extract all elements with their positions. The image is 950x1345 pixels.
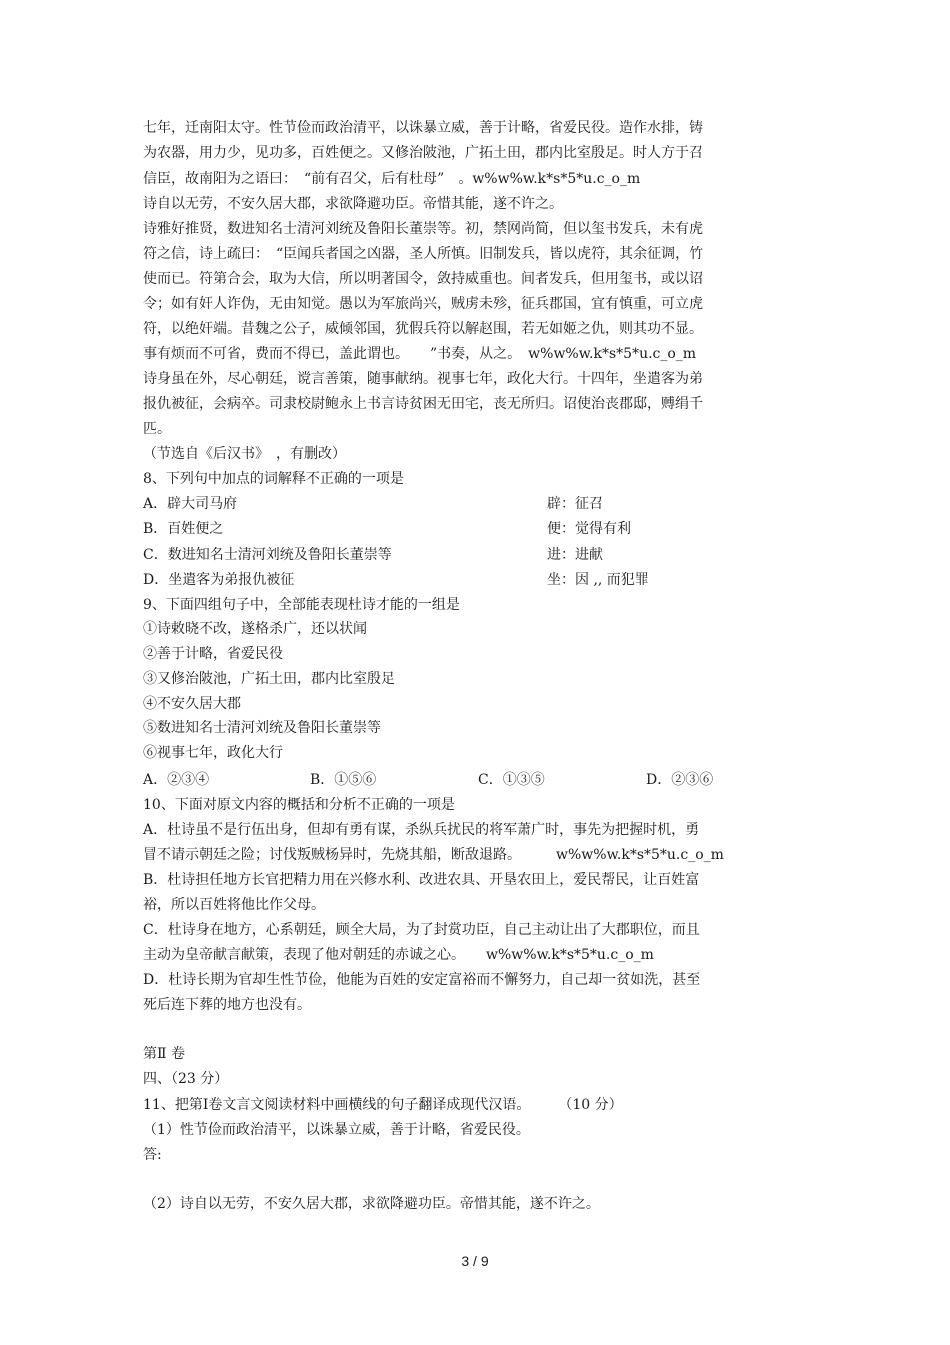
q9-item: ①诗敕晓不改，遂格杀广，还以状闻 — [143, 621, 367, 637]
passage-line: 报仇被征，会病卒。司隶校尉鲍永上书言诗贫困无田宅，丧无所归。诏使治丧郡邸，赙绢千 — [143, 396, 703, 412]
part-2-title: 第Ⅱ 卷 — [143, 1046, 185, 1062]
q8-option-d-explanation: 坐：因 ,, 而犯罪 — [547, 572, 649, 588]
answer-label: 答: — [143, 1147, 162, 1163]
question-9-stem: 9、下面四组句子中，全部能表现杜诗才能的一组是 — [143, 597, 460, 613]
q8-option-d: D．坐遣客为弟报仇被征 — [143, 572, 295, 588]
q10-line: 裕，所以百姓将他比作父母。 — [143, 897, 325, 913]
q9-item: ②善于计略，省爱民役 — [143, 646, 283, 662]
q9-item: ⑥视事七年，政化大行 — [143, 745, 283, 761]
page-number: 3 / 9 — [461, 1253, 489, 1269]
passage-line: 符之信，诗上疏曰： “臣闻兵者国之凶器，圣人所慎。旧制发兵，皆以虎符，其余征调，竹 — [143, 246, 704, 262]
passage-line: 诗身虽在外，尽心朝廷，谠言善策，随事献纳。视事七年，政化大行。十四年，坐遣客为弟 — [143, 371, 703, 387]
q9-choice-d: D．②③⑥ — [646, 772, 714, 788]
passage-line: 诗雅好推贤，数进知名士清河刘统及鲁阳长董崇等。初，禁网尚简，但以玺书发兵，未有虎 — [143, 221, 703, 237]
q10-line: A．杜诗虽不是行伍出身，但却有勇有谋，杀纵兵扰民的将军萧广时，事先为把握时机，勇 — [143, 822, 700, 838]
q8-option-c-explanation: 进：进献 — [547, 547, 603, 563]
passage-line: 事有烦而不可省，费而不得已，盖此谓也。 ”书奏，从之。 w%w%w.k*s*5*u.c_o_m — [143, 346, 697, 362]
q8-option-c: C．数进知名士清河刘统及鲁阳长董崇等 — [143, 547, 392, 563]
q9-choice-b: B．①⑤⑥ — [310, 772, 377, 788]
q11-sub-1: （1）性节俭而政治清平，以诛暴立威，善于计略，省爱民役。 — [143, 1122, 530, 1138]
passage-line: 符，以绝奸端。昔魏之公子，威倾邻国，犹假兵符以解赵围，若无如姬之仇，则其功不显。 — [143, 321, 703, 337]
passage-line: 令；如有奸人诈伪，无由知觉。愚以为军旅尚兴，贼虏未殄，征兵郡国，宜有慎重，可立虎 — [143, 296, 703, 312]
question-8-stem: 8、下列句中加点的词解释不正确的一项是 — [143, 471, 404, 487]
q9-item: ④不安久居大郡 — [143, 696, 241, 712]
q10-line: 死后连下葬的地方也没有。 — [143, 997, 311, 1013]
q9-choice-a: A．②③④ — [143, 772, 210, 788]
question-11-stem: 11、把第Ⅰ卷文言文阅读材料中画横线的句子翻译成现代汉语。 （10 分） — [143, 1097, 623, 1113]
q8-option-b: B．百姓便之 — [143, 521, 224, 537]
question-10-stem: 10、下面对原文内容的概括和分析不正确的一项是 — [143, 797, 455, 813]
q10-line: 主动为皇帝献言献策，表现了他对朝廷的赤诚之心。 w%w%w.k*s*5*u.c_o_m — [143, 947, 654, 963]
q8-option-a-explanation: 辟：征召 — [547, 496, 603, 512]
passage-line: 使而已。符第合会，取为大信，所以明著国令，敛持威重也。间者发兵，但用玺书，或以诏 — [143, 271, 703, 287]
q11-sub-2: （2）诗自以无劳，不安久居大郡，求欲降避功臣。帝惜其能，遂不许之。 — [143, 1196, 600, 1212]
q8-option-a: A．辟大司马府 — [143, 496, 238, 512]
q10-line: D．杜诗长期为官却生性节俭，他能为百姓的安定富裕而不懈努力，自己却一贫如洗，甚至 — [143, 972, 701, 988]
passage-line: 为农器，用力少，见功多，百姓便之。又修治陂池，广拓土田，郡内比室殷足。时人方于召 — [143, 145, 703, 161]
q9-choice-c: C．①③⑤ — [478, 772, 545, 788]
section-4-heading: 四、（23 分） — [143, 1071, 229, 1087]
passage-line: 信臣，故南阳为之语曰： “前有召父，后有杜母” 。w%w%w.k*s*5*u.c_o_m — [143, 171, 641, 187]
passage-source: （节选自《后汉书》 ，有删改） — [143, 446, 346, 462]
passage-line: 七年，迁南阳太守。性节俭而政治清平，以诛暴立威，善于计略，省爱民役。造作水排，铸 — [143, 120, 703, 136]
q10-line: C．杜诗身在地方，心系朝廷，顾全大局，为了封赏功臣，自己主动让出了大郡职位，而且 — [143, 922, 700, 938]
q10-line: B．杜诗担任地方长官把精力用在兴修水利、改进农具、开垦农田上，爱民帮民，让百姓富 — [143, 872, 700, 888]
q9-item: ⑤数进知名士清河刘统及鲁阳长董崇等 — [143, 720, 381, 736]
q9-item: ③又修治陂池，广拓土田，郡内比室殷足 — [143, 671, 395, 687]
q10-line: 冒不请示朝廷之险；讨伐叛贼杨异时，先烧其船，断敌退路。 w%w%w.k*s*5*u.c_o_m — [143, 847, 724, 863]
q8-option-b-explanation: 便：觉得有利 — [547, 521, 631, 537]
passage-line: 诗自以无劳，不安久居大郡，求欲降避功臣。帝惜其能，遂不许之。 — [143, 196, 563, 212]
passage-line: 匹。 — [143, 421, 171, 437]
